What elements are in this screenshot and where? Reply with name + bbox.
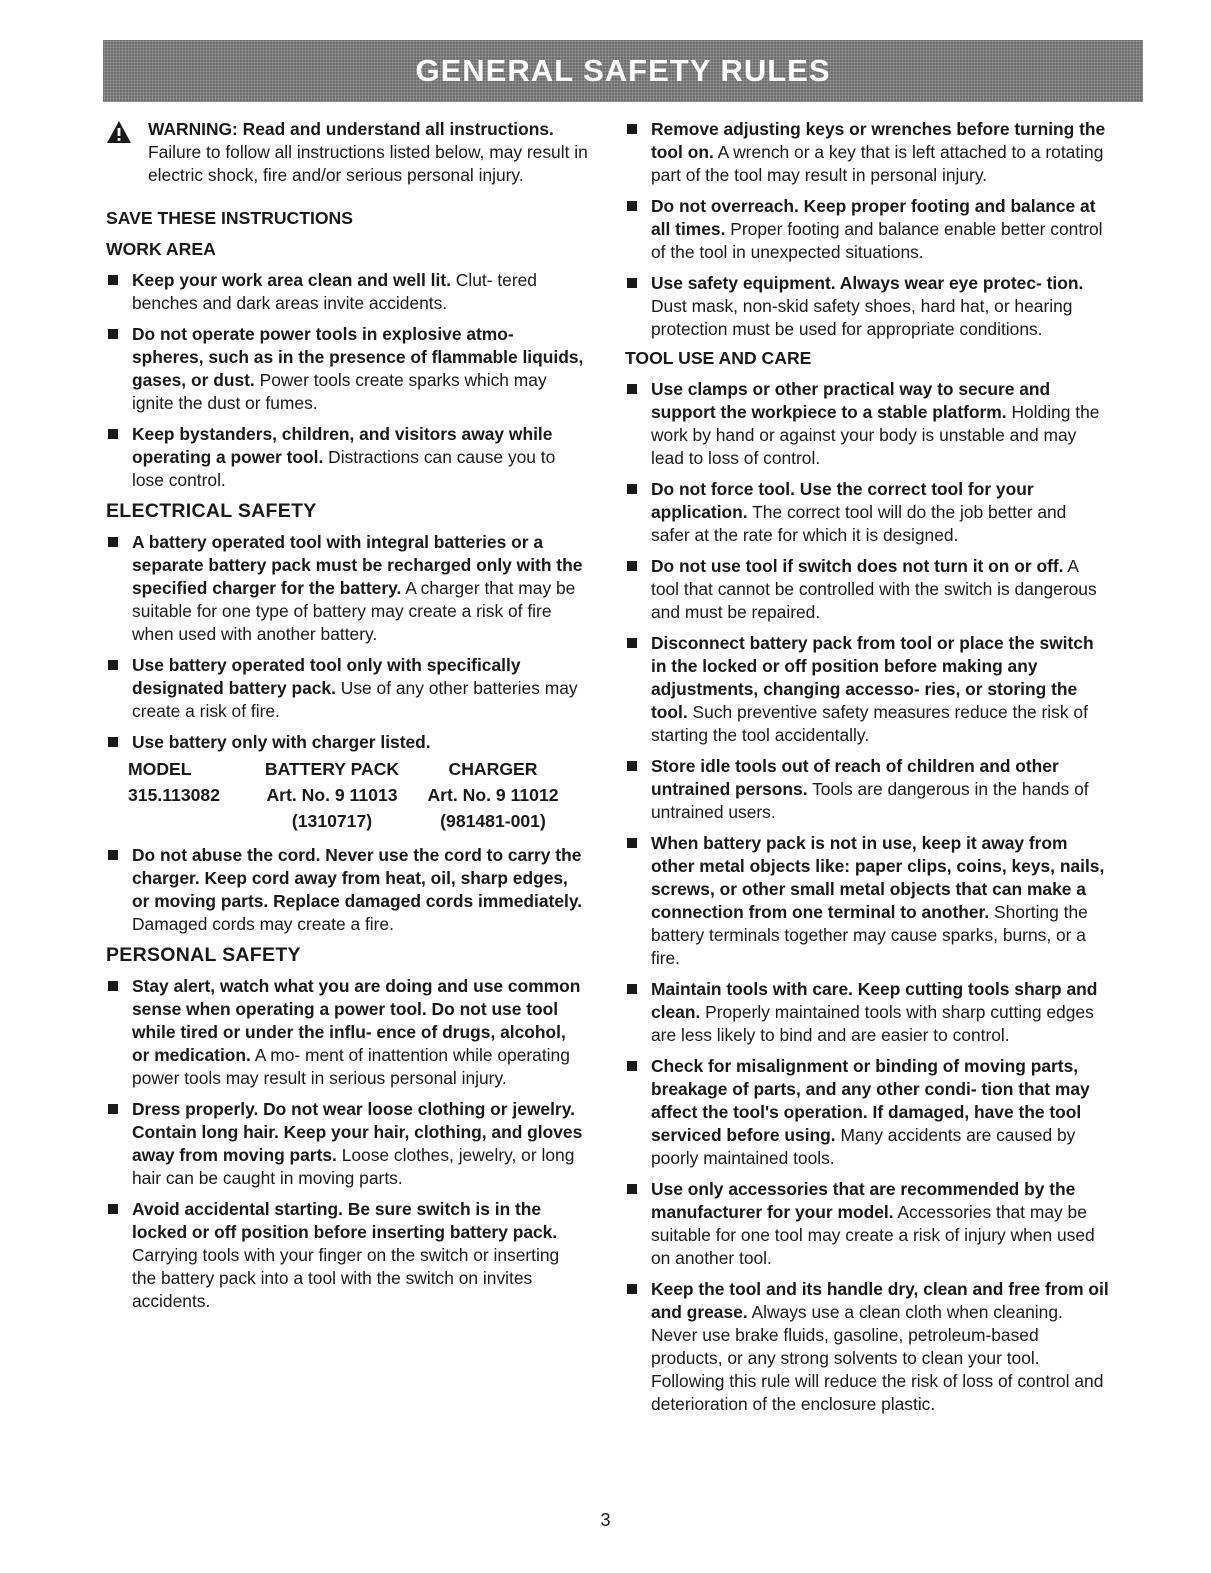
list-item: Dress properly. Do not wear loose clothing or jewelry. Contain long hair. Keep your hair, clothing, and gloves away from moving parts. Loose clothes, jewelry, or long hair can be caught in moving parts. (106, 1098, 588, 1190)
table-row: 315.113082 Art. No. 9 11013 Art. No. 9 11012 (128, 785, 559, 805)
list-item: Do not use tool if switch does not turn it on or off. A tool that cannot be controlled with the switch is dangerous and must be repaired. (625, 555, 1109, 624)
warning-lead: WARNING: Read and understand all instructions. (148, 119, 554, 139)
warning-block (106, 118, 588, 187)
tool-use-heading: TOOL USE AND CARE (625, 348, 812, 368)
work-area-rules (106, 269, 588, 492)
electrical-safety-rules-cont (106, 844, 588, 936)
list-item: Use battery operated tool only with specifically designated battery pack. Use of any other batteries may create a risk of fire. (106, 654, 588, 723)
list-item: When battery pack is not in use, keep it away from other metal objects like: paper clips, coins, keys, nails, screws, or other small metal objects that can make a connection from one terminal to another. Shorting the battery terminals together may cause sparks, burns, or a fire. (625, 832, 1109, 970)
list-item: Remove adjusting keys or wrenches before turning the tool on. A wrench or a key that is left attached to a rotating part of the tool may result in personal injury. (625, 118, 1109, 187)
list-item: Use battery only with charger listed. (106, 731, 588, 754)
model-table (128, 756, 588, 834)
list-item: Stay alert, watch what you are doing and use common sense when operating a power tool. Do not use tool while tired or under the influ- ence of drugs, alcohol, or medication. A mo- ment of inattention while operating power tools may result in serious personal injury. (106, 975, 588, 1090)
list-item: Keep your work area clean and well lit. Clut- tered benches and dark areas invite accidents. (106, 269, 588, 315)
list-item: Use only accessories that are recommended by the manufacturer for your model. Accessories that may be suitable for one tool may create a risk of injury when used on another tool. (625, 1178, 1109, 1270)
list-item: Disconnect battery pack from tool or place the switch in the locked or off position before making any adjustments, changing accesso- ries, or storing the tool. Such preventive safety measures reduce the risk of starting the tool accidentally. (625, 632, 1109, 747)
page-number: 3 (600, 1510, 611, 1530)
list-item: Do not abuse the cord. Never use the cord to carry the charger. Keep cord away from heat, oil, sharp edges, or moving parts. Replace damaged cords immediately. Damaged cords may create a fire. (106, 844, 588, 936)
list-item: Use clamps or other practical way to secure and support the workpiece to a stable platform. Holding the work by hand or against your body is unstable and may lead to loss of control. (625, 378, 1109, 470)
electrical-safety-rules (106, 531, 588, 754)
warning-triangle-icon (106, 118, 144, 187)
list-item: Check for misalignment or binding of moving parts, breakage of parts, and any other condi- tion that may affect the tool's operation. If damaged, have the tool serviced before using. Many accidents are caused by poorly maintained tools. (625, 1055, 1109, 1170)
list-item: Do not overreach. Keep proper footing and balance at all times. Proper footing and balance enable better control of the tool in unexpected situations. (625, 195, 1109, 264)
warning-text: Failure to follow all instructions listed below, may result in electric shock, fire and/or serious personal injury. (148, 142, 588, 185)
electrical-safety-heading: ELECTRICAL SAFETY (106, 500, 317, 522)
personal-safety-rules-cont (625, 118, 1109, 341)
list-item: Store idle tools out of reach of children and other untrained persons. Tools are dangerous in the hands of untrained users. (625, 755, 1109, 824)
tool-use-rules (625, 378, 1109, 1416)
list-item: Use safety equipment. Always wear eye protec- tion. Dust mask, non-skid safety shoes, hard hat, or hearing protection must be used for appropriate conditions. (625, 272, 1109, 341)
personal-safety-heading: PERSONAL SAFETY (106, 944, 301, 966)
list-item: A battery operated tool with integral batteries or a separate battery pack must be recharged only with the specified charger for the battery. A charger that may be suitable for one type of battery may create a risk of fire when used with another battery. (106, 531, 588, 646)
list-item: Do not operate power tools in explosive atmo- spheres, such as in the presence of flammable liquids, gases, or dust. Power tools create sparks which may ignite the dust or fumes. (106, 323, 588, 415)
list-item: Keep bystanders, children, and visitors away while operating a power tool. Distractions can cause you to lose control. (106, 423, 588, 492)
table-header-row: MODEL BATTERY PACK CHARGER (128, 759, 538, 779)
left-column (106, 118, 588, 1321)
list-item: Do not force tool. Use the correct tool for your application. The correct tool will do the job better and safer at the rate for which it is designed. (625, 478, 1109, 547)
table-row: (1310717) (981481-001) (291, 811, 546, 831)
work-area-heading: WORK AREA (106, 239, 216, 259)
header-banner (103, 40, 1143, 102)
list-item: Avoid accidental starting. Be sure switch is in the locked or off position before inserting battery pack. Carrying tools with your finger on the switch or inserting the battery pack into a tool with the switch on invites accidents. (106, 1198, 588, 1313)
personal-safety-rules (106, 975, 588, 1313)
list-item: Keep the tool and its handle dry, clean and free from oil and grease. Always use a clean cloth when cleaning. Never use brake fluids, gasoline, petroleum-based products, or any strong solvents to clean your tool. Following this rule will reduce the risk of loss of control and deterioration of the enclosure plastic. (625, 1278, 1109, 1416)
save-instructions-heading: SAVE THESE INSTRUCTIONS (106, 208, 353, 228)
page-title: GENERAL SAFETY RULES (415, 53, 831, 88)
right-column (625, 118, 1109, 1424)
list-item: Maintain tools with care. Keep cutting tools sharp and clean. Properly maintained tools with sharp cutting edges are less likely to bind and are easier to control. (625, 978, 1109, 1047)
